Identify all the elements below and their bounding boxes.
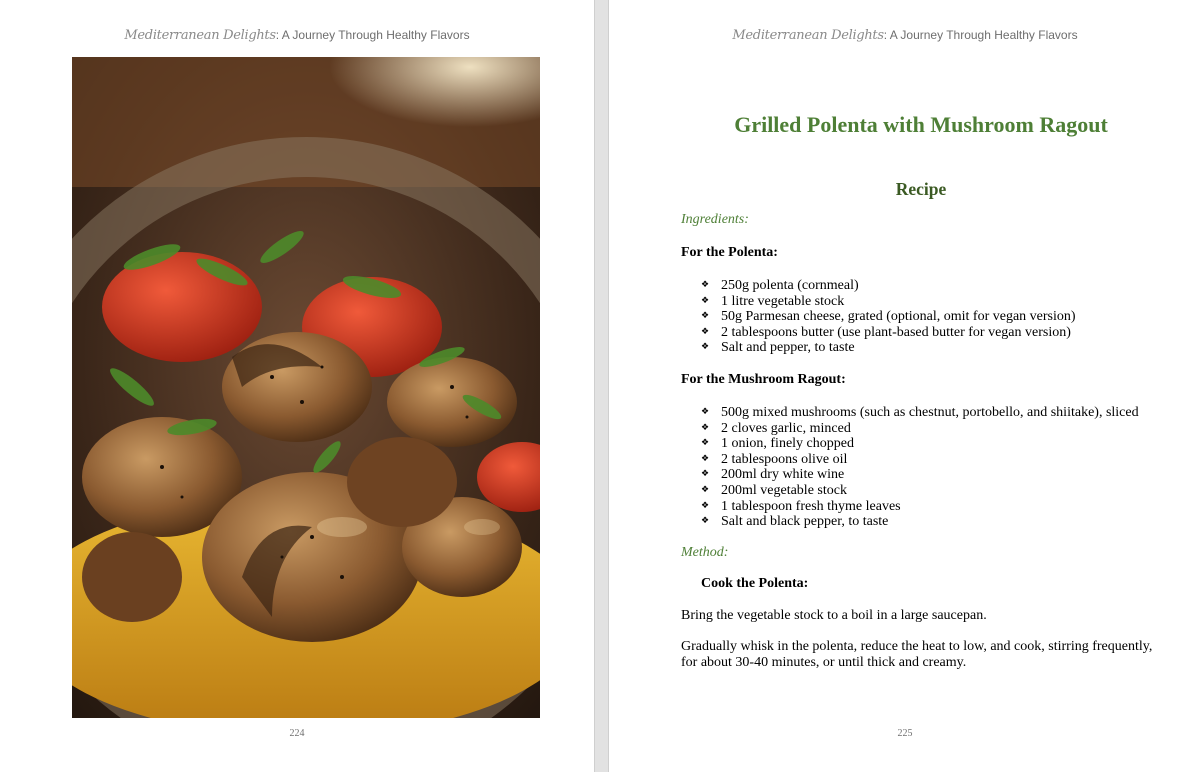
food-photo-icon (72, 57, 540, 718)
list-item: ❖ 2 tablespoons butter (use plant-based butter for vegan version) (701, 324, 1071, 340)
bullet-icon: ❖ (701, 500, 710, 511)
bullet-icon: ❖ (701, 438, 710, 449)
step-heading: Cook the Polenta: (701, 576, 809, 591)
list-item: ❖ 1 litre vegetable stock (701, 293, 845, 309)
list-item: ❖ 200ml dry white wine (701, 467, 845, 483)
bullet-icon: ❖ (701, 407, 710, 417)
polenta-heading: For the Polenta: (681, 245, 778, 260)
list-item: ❖ 2 cloves garlic, minced (701, 420, 851, 436)
bullet-icon: ❖ (701, 453, 710, 464)
header-book-subtitle: : A Journey Through Healthy Flavors (275, 28, 470, 42)
food-photo (72, 57, 540, 718)
ingredients-label: Ingredients: (681, 212, 749, 227)
page-number: 225 (897, 728, 913, 739)
header-book-title-script: Mediterranean Delights (124, 28, 276, 43)
running-header (0, 26, 594, 44)
page-225 (609, 0, 1201, 772)
bullet-icon: ❖ (701, 342, 710, 353)
bullet-icon: ❖ (701, 422, 710, 433)
bullet-icon: ❖ (701, 326, 710, 337)
list-item: ❖ 1 onion, finely chopped (701, 436, 854, 452)
recipe-title: Grilled Polenta with Mushroom Ragout (734, 112, 1108, 137)
recipe-subtitle: Recipe (895, 179, 947, 199)
bullet-icon: ❖ (701, 469, 710, 480)
ragout-ingredient-list (701, 405, 1139, 530)
list-item: ❖ 50g Parmesan cheese, grated (optional, omit for vegan version) (701, 309, 1076, 325)
bullet-icon: ❖ (701, 516, 710, 527)
list-item: ❖ 250g polenta (cornmeal) (701, 278, 859, 293)
method-paragraph: Bring the vegetable stock to a boil in a large saucepan. (681, 608, 987, 623)
page-gutter (594, 0, 609, 772)
list-item: ❖ 200ml vegetable stock (701, 482, 847, 498)
page-number: 224 (289, 728, 305, 739)
ragout-heading: For the Mushroom Ragout: (681, 372, 846, 387)
header-book-subtitle: : A Journey Through Healthy Flavors (883, 28, 1078, 42)
bullet-icon: ❖ (701, 295, 710, 306)
bullet-icon: ❖ (701, 311, 710, 322)
running-header (609, 26, 1201, 44)
list-item: ❖ 1 tablespoon fresh thyme leaves (701, 498, 901, 514)
page-224 (0, 0, 594, 772)
bullet-icon: ❖ (701, 484, 710, 495)
method-paragraph: Gradually whisk in the polenta, reduce the heat to low, and cook, stirring frequently, for about 30-40 minutes, or until thick and creamy. (681, 639, 1153, 670)
list-item: ❖ Salt and black pepper, to taste (701, 514, 889, 530)
bullet-icon: ❖ (701, 280, 710, 290)
method-label: Method: (681, 545, 729, 560)
list-item: ❖ 500g mixed mushrooms (such as chestnut, portobello, and shiitake), sliced (701, 405, 1139, 420)
polenta-ingredient-list (701, 278, 1076, 356)
header-book-title-script: Mediterranean Delights (732, 28, 884, 43)
list-item: ❖ 2 tablespoons olive oil (701, 451, 848, 467)
list-item: ❖ Salt and pepper, to taste (701, 340, 855, 356)
